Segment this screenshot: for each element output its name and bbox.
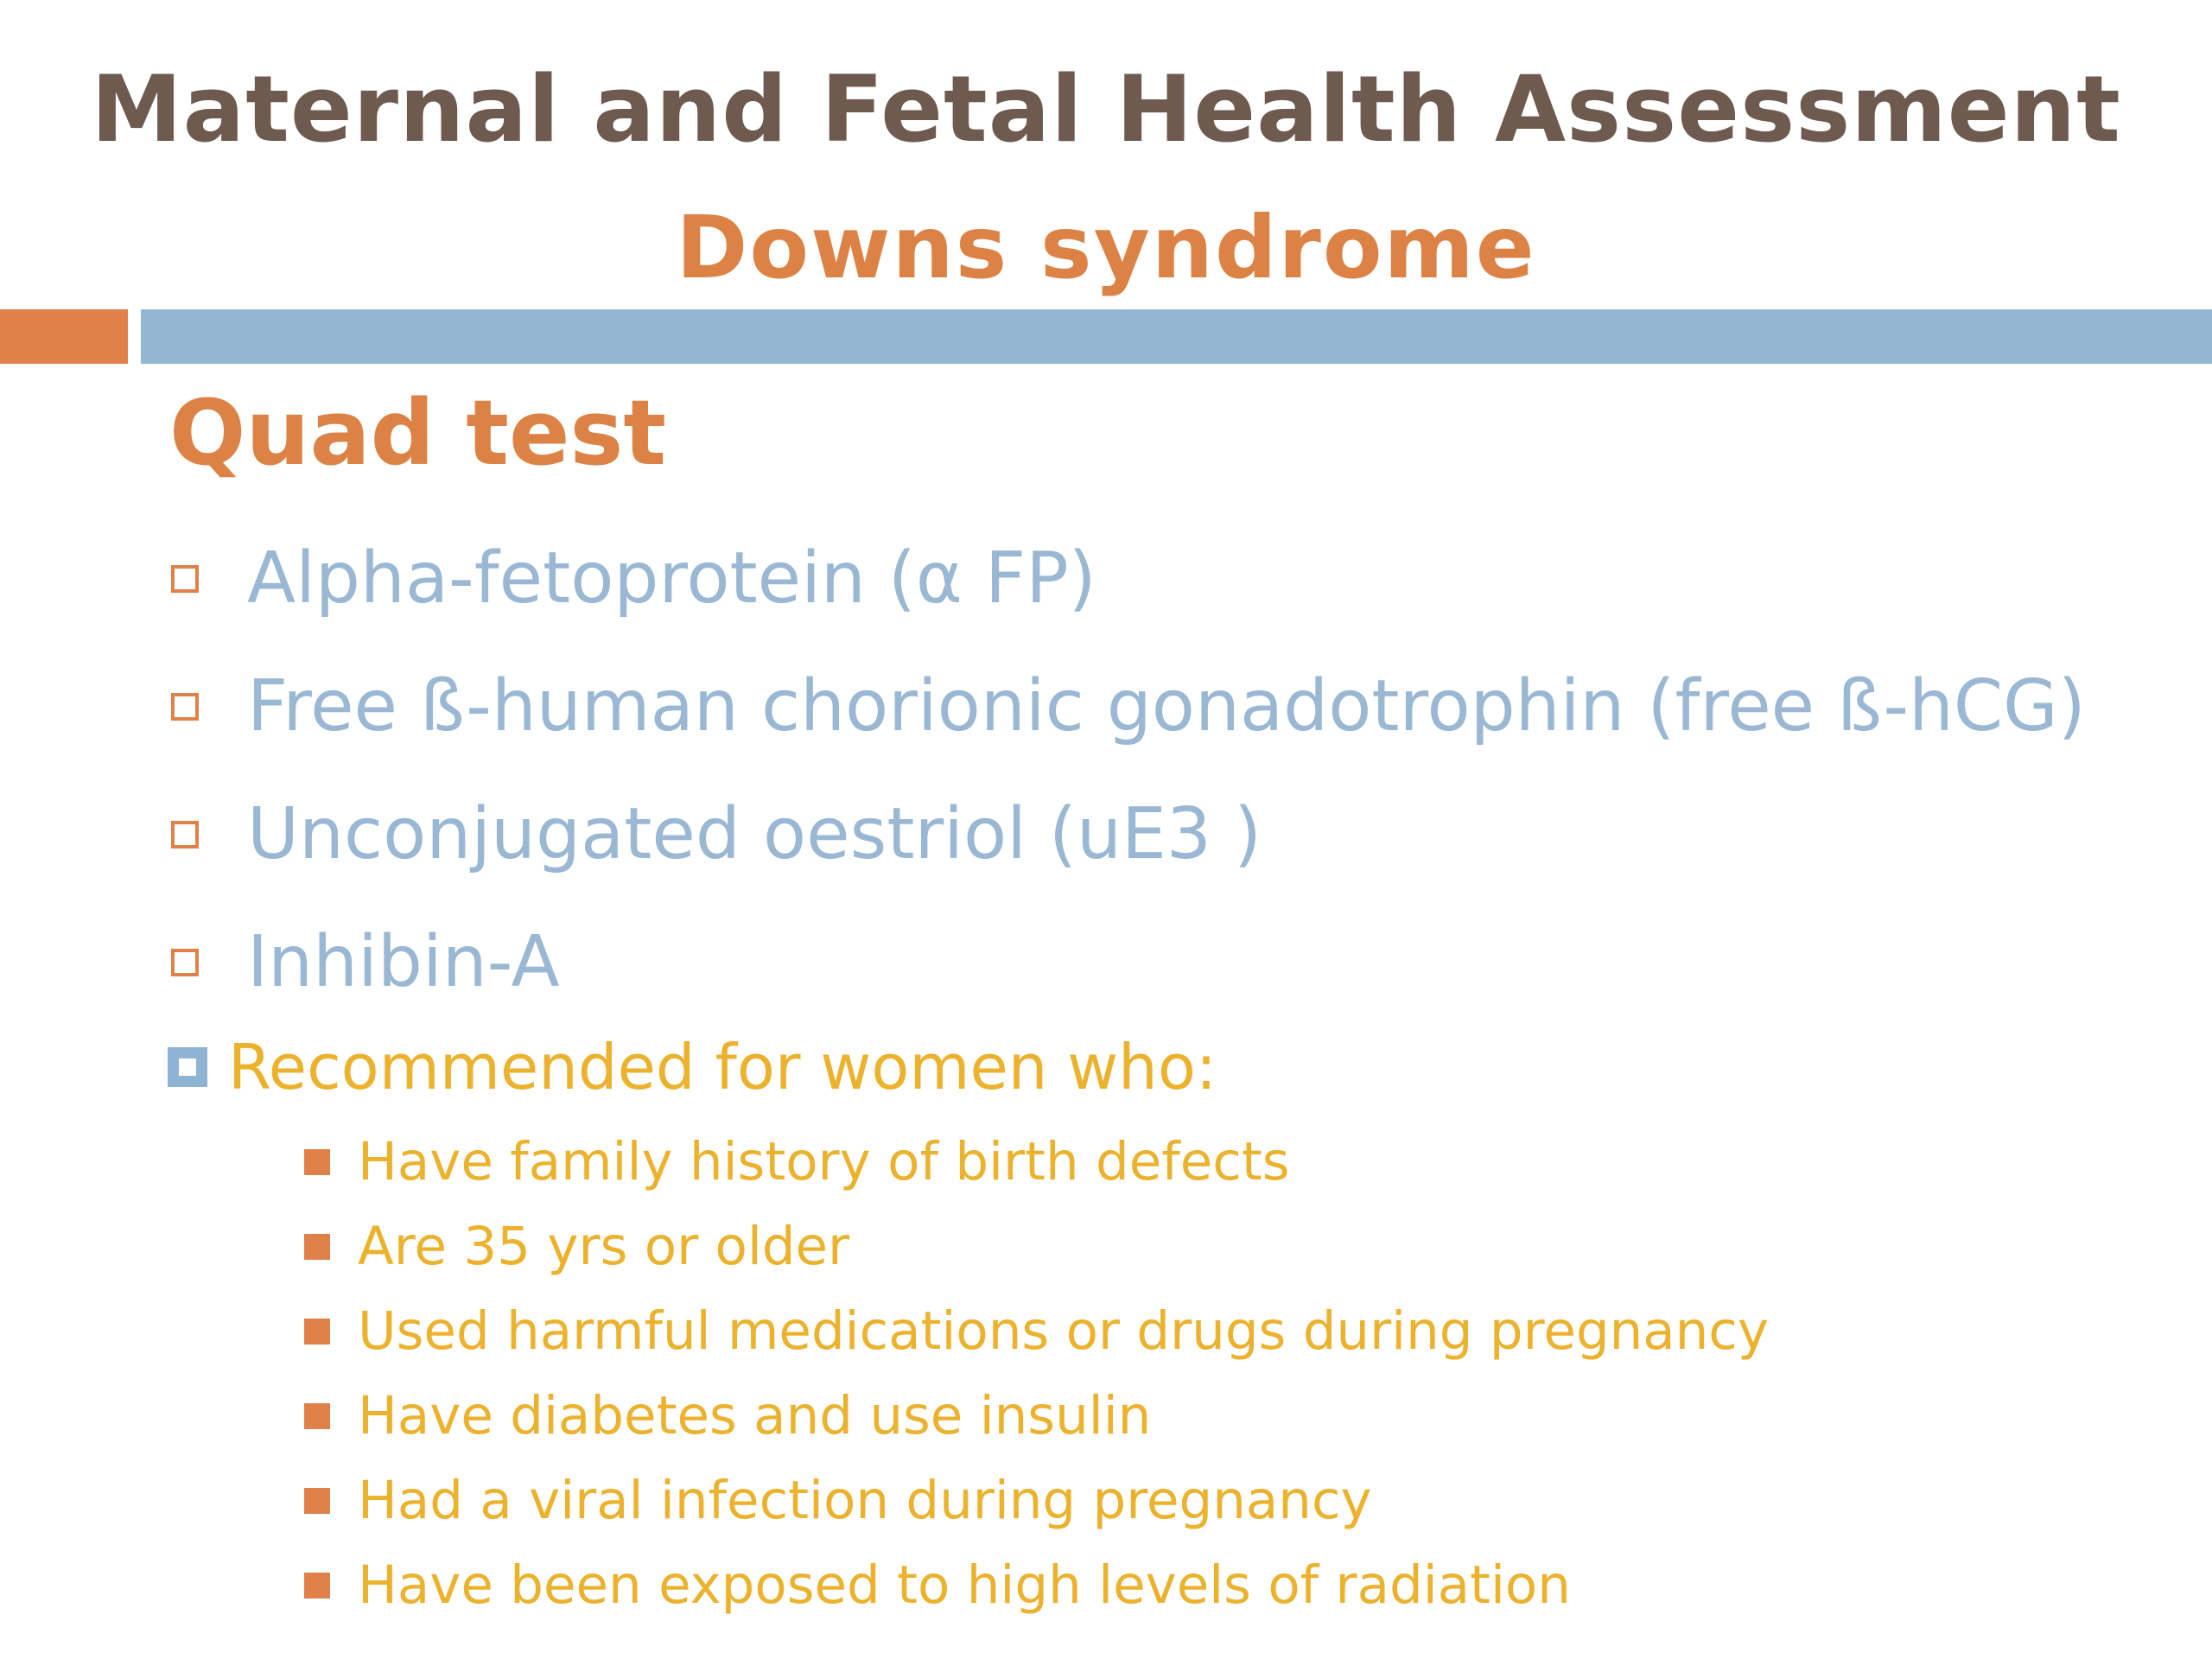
criteria-item <box>304 1543 1571 1628</box>
criteria-label: Used harmful medications or drugs during pregnancy <box>358 1300 1769 1362</box>
title-rule <box>141 309 2212 364</box>
test-item-label: Free ß-human chorionic gonadotrophin (free ß-hCG) <box>247 665 2086 747</box>
recommendation-item <box>168 1020 1217 1115</box>
test-item <box>171 527 1096 631</box>
criteria-label: Had a viral infection during pregnancy <box>358 1470 1372 1531</box>
criteria-item <box>304 1459 1372 1543</box>
square-bullet-icon <box>304 1149 330 1175</box>
square-bullet-icon <box>304 1234 330 1260</box>
accent-bar <box>0 309 128 364</box>
criteria-item <box>304 1374 1151 1459</box>
open-square-bullet-icon <box>171 949 199 976</box>
test-item-label: Alpha-fetoprotein (α FP) <box>247 537 1096 620</box>
criteria-item <box>304 1205 849 1289</box>
open-square-bullet-icon <box>171 565 199 593</box>
criteria-label: Are 35 yrs or older <box>358 1216 850 1277</box>
open-square-bullet-icon <box>171 821 199 849</box>
test-item <box>171 911 560 1014</box>
test-item-label: Inhibin-A <box>247 921 560 1003</box>
square-bullet-icon <box>304 1319 330 1344</box>
open-square-bullet-icon <box>171 693 199 721</box>
criteria-label: Have diabetes and use insulin <box>358 1385 1152 1446</box>
criteria-label: Have family history of birth defects <box>358 1131 1290 1192</box>
test-item <box>171 783 1262 887</box>
slide-title: Maternal and Fetal Health Assessment <box>91 56 2121 162</box>
criteria-label: Have been exposed to high levels of radiation <box>358 1554 1571 1616</box>
criteria-item <box>304 1289 1769 1374</box>
slide-subtitle: Downs syndrome <box>676 197 1536 298</box>
criteria-item <box>304 1120 1290 1205</box>
square-bullet-icon <box>304 1488 330 1514</box>
framed-square-bullet-icon <box>168 1047 207 1087</box>
section-heading: Quad test <box>169 380 667 486</box>
square-bullet-icon <box>304 1573 330 1599</box>
test-item <box>171 655 2086 759</box>
test-item-label: Unconjugated oestriol (uE3 ) <box>247 793 1262 875</box>
square-bullet-icon <box>304 1403 330 1429</box>
recommendation-label: Recommended for women who: <box>228 1031 1217 1103</box>
